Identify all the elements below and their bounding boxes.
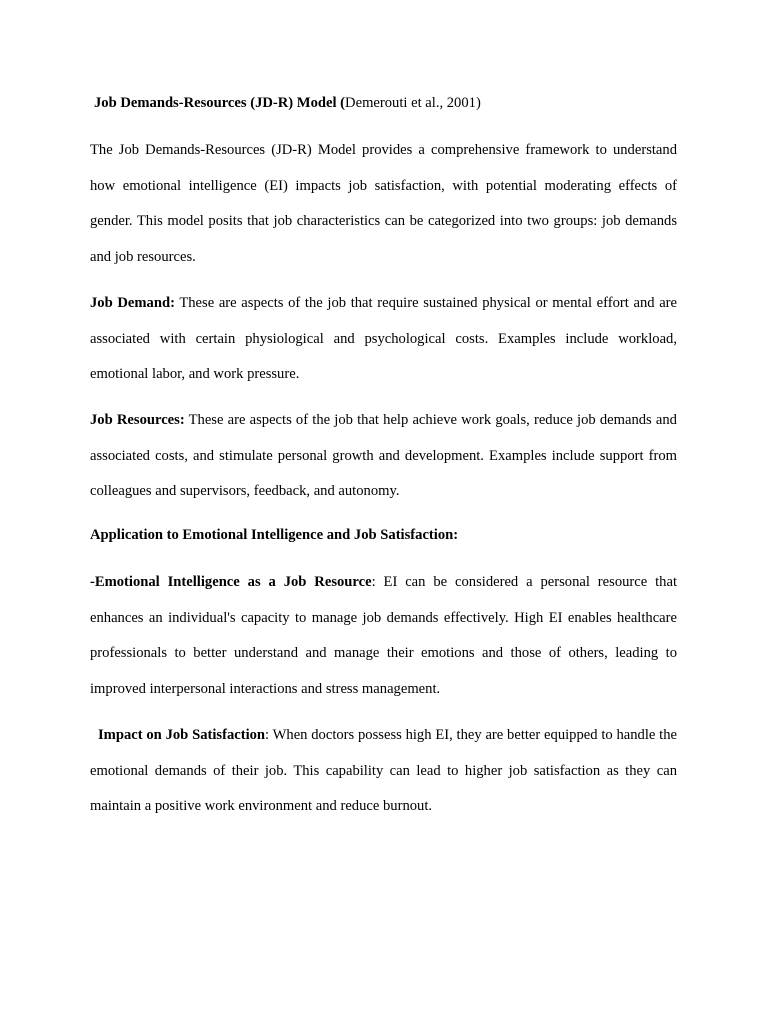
- impact-label: Impact on Job Satisfaction: [98, 726, 266, 743]
- job-demand-paragraph: [90, 286, 677, 393]
- title-citation: Demerouti et al., 2001): [345, 95, 481, 111]
- ei-resource-paragraph: [90, 565, 677, 708]
- job-resources-text: These are aspects of the job that help achieve work goals, reduce job demands and associated costs, and stimulate personal growth and development. Examples include support from colleagues and supervisors, feedback, and autonomy.: [90, 411, 677, 500]
- title-bold: Job Demands-Resources (JD-R) Model (: [94, 95, 346, 111]
- impact-paragraph: [90, 718, 677, 825]
- ei-resource-label: -Emotional Intelligence as a Job Resource: [90, 574, 372, 591]
- ei-resource-text: : EI can be considered a personal resource that enhances an individual's capacity to manage job demands effectively. High EI enables healthcare professionals to better understand and manage their emotions and those of others, leading to improved interpersonal interactions and stress management.: [90, 574, 678, 698]
- job-resources-paragraph: [90, 403, 677, 510]
- application-heading: Application to Emotional Intelligence and Job Satisfaction:: [90, 527, 459, 544]
- document-title: [94, 88, 677, 118]
- job-demand-label: Job Demand:: [90, 294, 175, 311]
- job-demand-text: These are aspects of the job that require sustained physical or mental effort and are associated with certain physiological and psychological costs. Examples include workload, emotional labor, and work pressure.: [90, 294, 678, 383]
- intro-paragraph: The Job Demands-Resources (JD-R) Model provides a comprehensive framework to understand how emotional intelligence (EI) impacts job satisfaction, with potential moderating effects of gender. This model posits that job characteristics can be categorized into two groups: job demands and job resources.: [90, 142, 677, 266]
- impact-text: : When doctors possess high EI, they are better equipped to handle the emotional demands of their job. This capability can lead to higher job satisfaction as they can maintain a positive work environment and reduce burnout.: [90, 726, 677, 815]
- job-resources-label: Job Resources:: [90, 411, 185, 428]
- document-page: [90, 88, 677, 835]
